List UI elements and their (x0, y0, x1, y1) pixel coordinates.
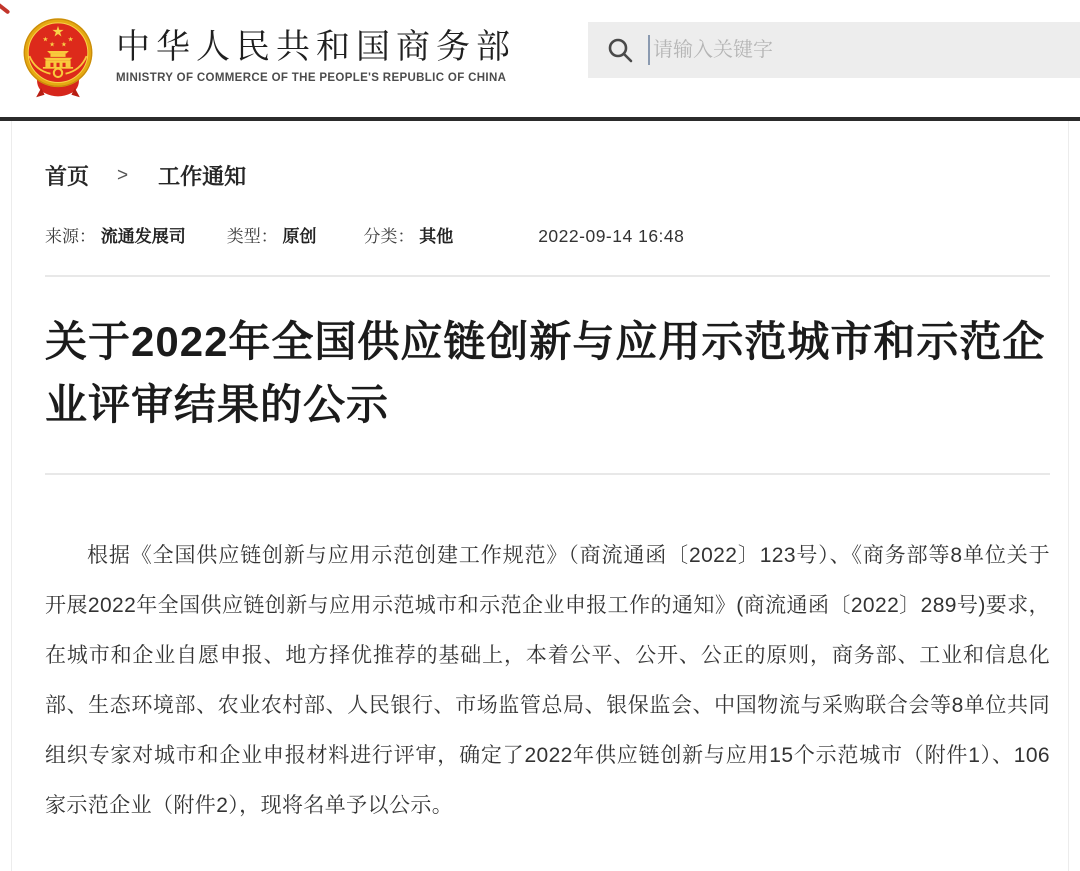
article-body-paragraph: 根据《全国供应链创新与应用示范创建工作规范》（商流通函〔2022〕123号）、《商务部等8单位关于开展2022年全国供应链创新与应用示范城市和示范企业申报工作的通知》(商流通函〔2022〕289号)要求，在城市和企业自愿申报、地方择优推荐的基础上，本着公平、公开、公正的原则，商务部、工业和信息化部、生态环境部、农业农村部、人民银行、市场监管总局、银保监会、中国物流与采购联合会等8单位共同组织专家对城市和企业申报材料进行评审，确定了2022年供应链创新与应用15个示范城市（附件1）、106家示范企业（附件2），现将名单予以公示。 (45, 544, 1050, 817)
site-title: 中华人民共和国商务部 (116, 28, 516, 66)
meta-category-label: 分类： (363, 227, 415, 246)
article-title: 关于2022年全国供应链创新与应用示范城市和示范企业评审结果的公示 (45, 318, 1046, 428)
publish-datetime: 2022-09-14 16:48 (538, 226, 685, 246)
meta-type-value: 原创 (282, 227, 317, 246)
breadcrumb (45, 121, 1050, 191)
article-panel (11, 121, 1069, 871)
search-input[interactable] (650, 22, 1080, 78)
site-header (0, 0, 1080, 117)
breadcrumb-separator: > (117, 164, 129, 186)
meta-source-label: 来源： (45, 227, 96, 246)
meta-divider (45, 275, 1050, 277)
search-icon[interactable] (606, 36, 634, 64)
prc-national-emblem-icon (16, 11, 100, 107)
brand-text (116, 27, 516, 84)
search-box[interactable] (588, 22, 1080, 78)
meta-category-value: 其他 (419, 227, 454, 246)
breadcrumb-home[interactable]: 首页 (45, 164, 90, 189)
meta-type (227, 222, 317, 247)
meta-type-label: 类型： (226, 227, 278, 246)
meta-source (45, 222, 186, 247)
meta-source-value: 流通发展司 (100, 227, 186, 246)
meta-category (363, 222, 453, 247)
site-logo[interactable] (16, 11, 516, 107)
article-meta (45, 222, 1050, 247)
title-divider (45, 473, 1050, 475)
site-subtitle: MINISTRY OF COMMERCE OF THE PEOPLE'S REPUBLIC OF CHINA (116, 72, 507, 84)
breadcrumb-current[interactable]: 工作通知 (158, 164, 247, 189)
